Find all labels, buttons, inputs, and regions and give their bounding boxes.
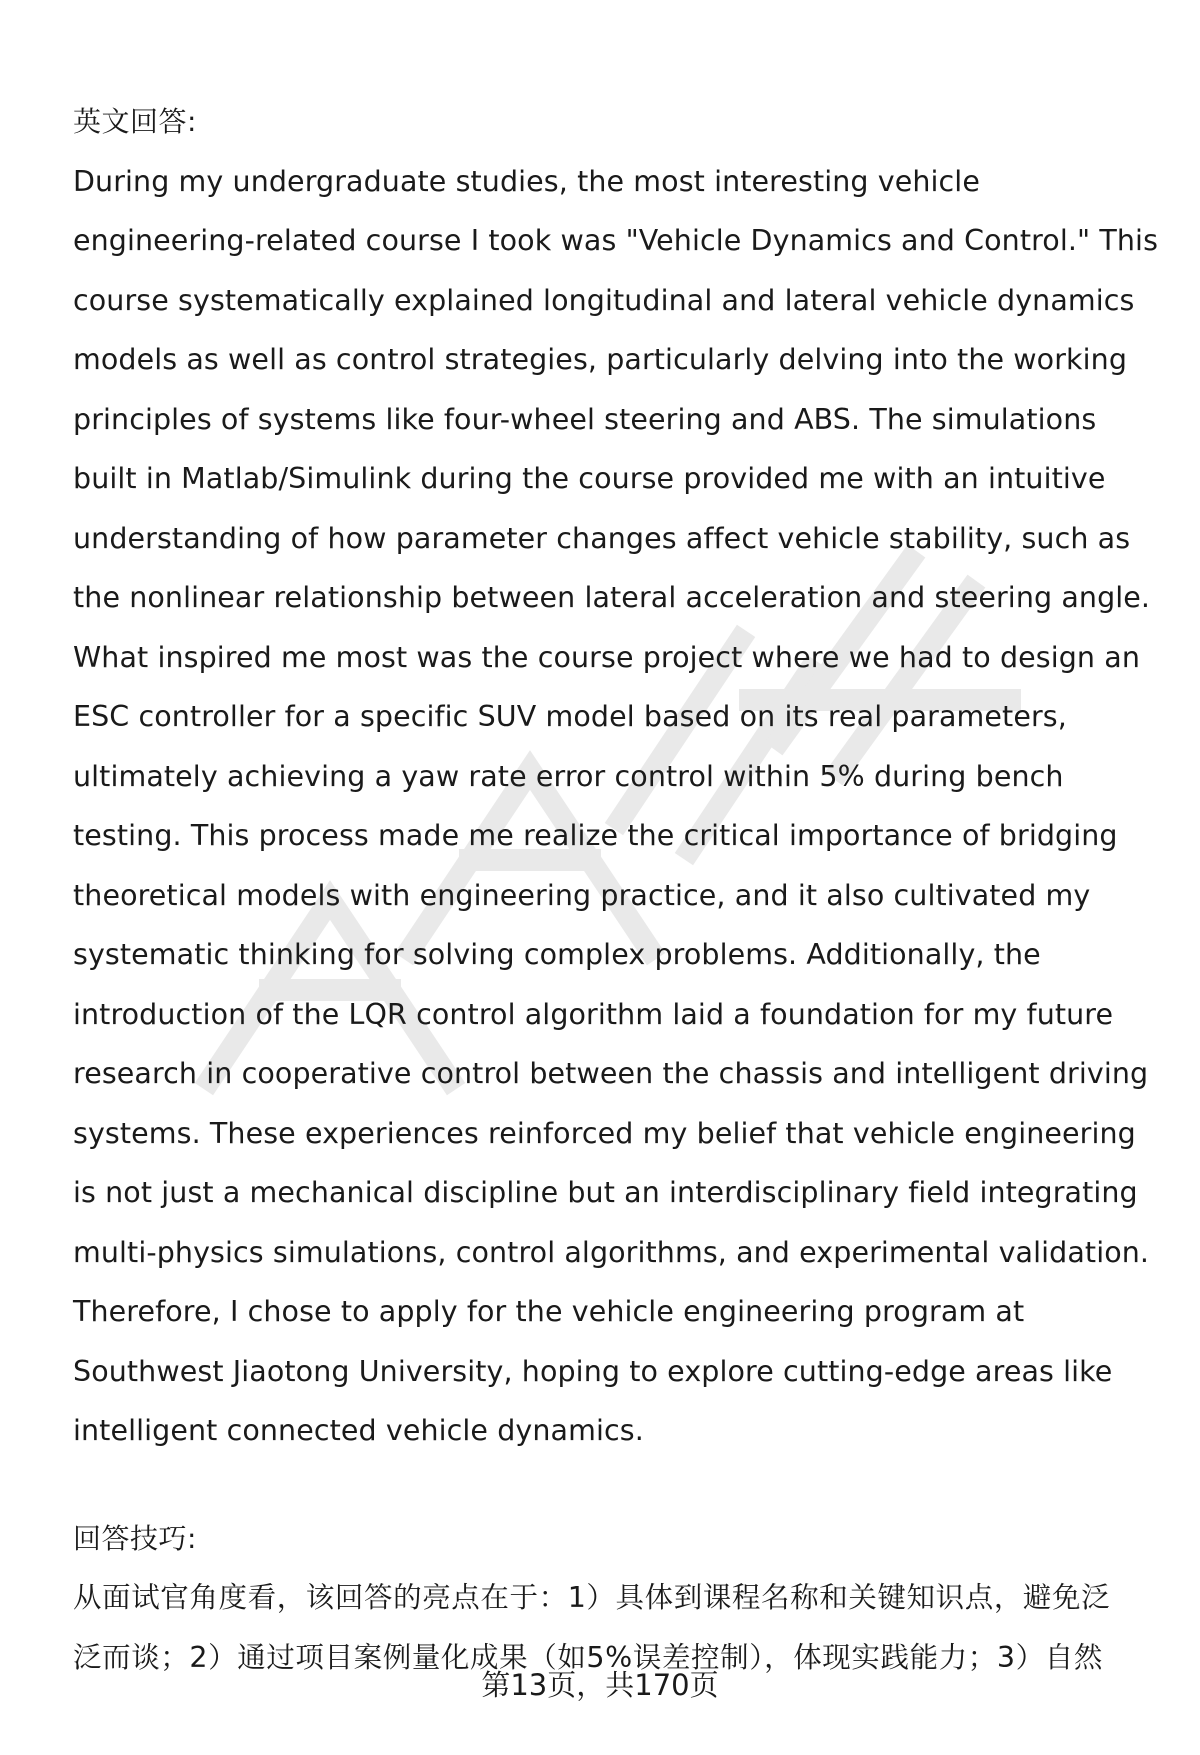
answer-heading: 英文回答: [73,105,197,138]
document-content [73,92,1159,1687]
page-footer: 第13页，共170页 [481,1668,719,1702]
tips-heading: 回答技巧: [73,1521,197,1555]
answer-paragraph: During my undergraduate studies, the most interesting vehicle engineering-related course I took was "Vehicle Dynamics and Control." This course systematically explained longitudinal and lateral vehicle dynamics models as well as control strategies, particularly delving into the working principles of systems like four-wheel steering and ABS. The simulations built in Matlab/Simulink during the course provided me with an intuitive understanding of how parameter changes affect vehicle stability, such as the nonlinear relationship between lateral acceleration and steering angle. What inspired me most was the course project where we had to design an ESC controller for a specific SUV model based on its real parameters, ultimately achieving a yaw rate error control within 5% during bench testing. This process made me realize the critical importance of bridging theoretical models with engineering practice, and it also cultivated my systematic thinking for solving complex problems. Additionally, the introduction of the LQR control algorithm laid a foundation for my future research in cooperative control between the chassis and intelligent driving systems. These experiences reinforced my belief that vehicle engineering is not just a mechanical discipline but an interdisciplinary field integrating multi-physics simulations, control algorithms, and experimental validation. Therefore, I chose to apply for the vehicle engineering program at Southwest Jiaotong University, hoping to explore cutting-edge areas like intelligent connected vehicle dynamics. [73,164,1159,1447]
tips-paragraph: 从面试官角度看，该回答的亮点在于：1）具体到课程名称和关键知识点，避免泛泛而谈；2）通过项目案例量化成果（如5%误差控制），体现实践能力；3）自然 [73,1581,1111,1674]
